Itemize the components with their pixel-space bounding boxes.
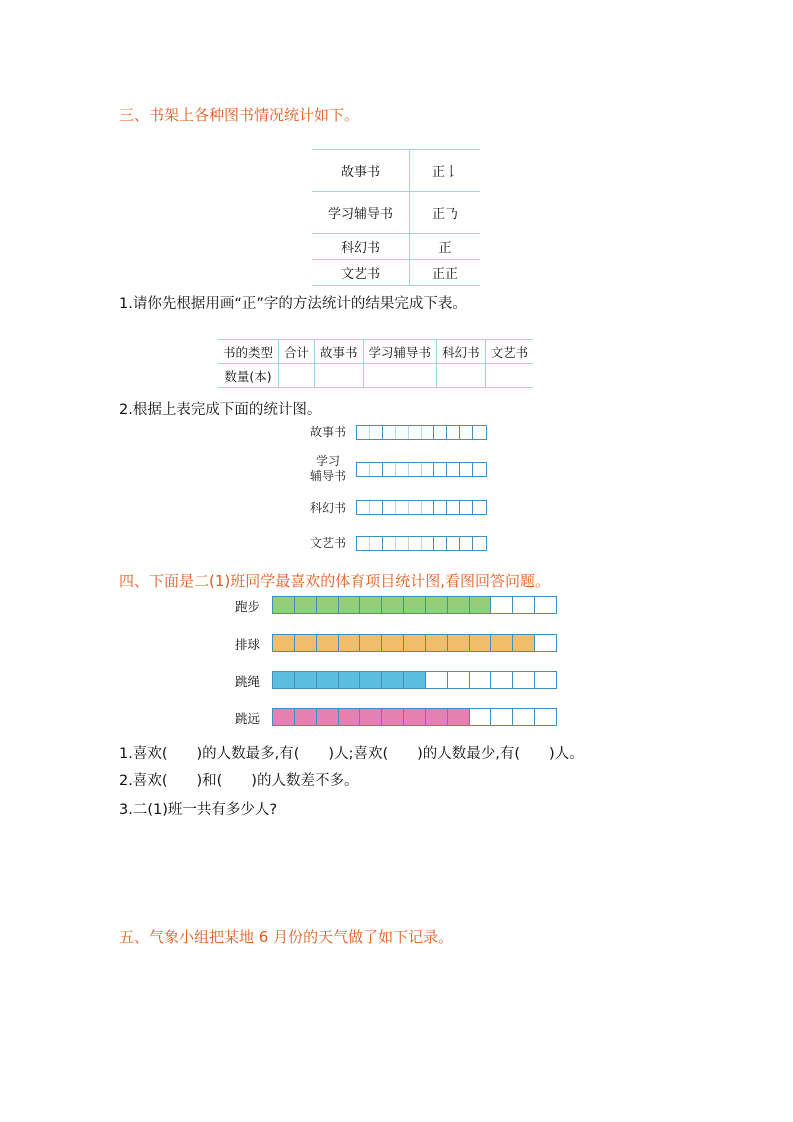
answer-cell[interactable] (437, 364, 486, 388)
table-row (312, 260, 480, 286)
empty-cell (535, 672, 556, 688)
grid-label: 辅导书 (309, 469, 346, 483)
section-4-heading: 四、下面是二(1)班同学最喜欢的体育项目统计图,看图回答问题。 (119, 572, 551, 590)
empty-cell (470, 672, 492, 688)
question-4-1: 1.喜欢( )的人数最多,有( )人;喜欢( )的人数最少,有( )人。 (119, 746, 584, 762)
tally-mark: 正正 (410, 260, 481, 286)
empty-cell (535, 635, 556, 651)
grid-row-story[interactable] (356, 425, 487, 440)
tally-table (312, 149, 480, 286)
answer-cell[interactable] (279, 364, 315, 388)
filled-cell (339, 597, 361, 613)
empty-cell (448, 672, 470, 688)
filled-cell (360, 709, 382, 725)
filled-cell (382, 597, 404, 613)
filled-cell (360, 635, 382, 651)
grid-label: 故事书 (309, 425, 346, 439)
empty-cell (491, 597, 513, 613)
filled-cell (404, 635, 426, 651)
filled-cell (295, 672, 317, 688)
filled-cell (426, 597, 448, 613)
sport-bar (272, 671, 557, 689)
grid-row-study[interactable] (356, 462, 487, 477)
question-3-2: 2.根据上表完成下面的统计图。 (119, 402, 322, 418)
empty-cell (491, 672, 513, 688)
filled-cell (295, 709, 317, 725)
grid-row-literature[interactable] (356, 536, 487, 551)
tally-mark: 正 (410, 234, 481, 260)
filled-cell (339, 635, 361, 651)
sport-label: 跳绳 (235, 674, 261, 689)
tally-name: 故事书 (312, 150, 410, 192)
empty-cell (513, 597, 535, 613)
grid-row-scifi[interactable] (356, 500, 487, 515)
filled-cell (273, 709, 295, 725)
summary-table (218, 339, 533, 388)
filled-cell (470, 635, 492, 651)
empty-cell (535, 597, 556, 613)
answer-cell[interactable] (485, 364, 533, 388)
filled-cell (317, 709, 339, 725)
filled-cell (491, 635, 513, 651)
header-cell: 合计 (279, 340, 315, 364)
answer-cell[interactable] (315, 364, 364, 388)
tally-name: 科幻书 (312, 234, 410, 260)
filled-cell (317, 635, 339, 651)
filled-cell (273, 597, 295, 613)
question-4-3: 3.二(1)班一共有多少人? (119, 802, 278, 818)
tally-mark: 正𠄌 (410, 150, 481, 192)
table-row (312, 150, 480, 192)
table-row (218, 364, 533, 388)
filled-cell (360, 597, 382, 613)
filled-cell (513, 635, 535, 651)
filled-cell (339, 672, 361, 688)
filled-cell (426, 635, 448, 651)
filled-cell (339, 709, 361, 725)
tally-mark: 正𠄎 (410, 192, 481, 234)
sport-bar (272, 596, 557, 614)
header-cell: 文艺书 (485, 340, 533, 364)
header-cell: 书的类型 (218, 340, 279, 364)
tally-name: 学习辅导书 (312, 192, 410, 234)
filled-cell (295, 597, 317, 613)
filled-cell (448, 597, 470, 613)
table-row (312, 192, 480, 234)
grid-label: 学习 (315, 454, 340, 468)
section-5-heading: 五、气象小组把某地 6 月份的天气做了如下记录。 (119, 928, 454, 946)
tally-name: 文艺书 (312, 260, 410, 286)
answer-cell[interactable] (363, 364, 437, 388)
filled-cell (295, 635, 317, 651)
filled-cell (273, 672, 295, 688)
section-3-heading: 三、书架上各种图书情况统计如下。 (119, 106, 360, 124)
table-row (312, 234, 480, 260)
grid-label: 文艺书 (309, 536, 346, 550)
filled-cell (382, 709, 404, 725)
empty-cell (513, 709, 535, 725)
filled-cell (360, 672, 382, 688)
filled-cell (317, 597, 339, 613)
filled-cell (470, 597, 492, 613)
sport-label: 跑步 (235, 599, 261, 614)
sport-label: 排球 (235, 637, 261, 652)
filled-cell (404, 672, 426, 688)
filled-cell (404, 597, 426, 613)
sport-label: 跳远 (235, 711, 261, 726)
sport-bar (272, 708, 557, 726)
header-cell: 故事书 (315, 340, 364, 364)
filled-cell (317, 672, 339, 688)
filled-cell (382, 672, 404, 688)
header-cell: 科幻书 (437, 340, 486, 364)
empty-cell (513, 672, 535, 688)
question-4-2: 2.喜欢( )和( )的人数差不多。 (119, 773, 359, 789)
filled-cell (273, 635, 295, 651)
grid-label: 科幻书 (309, 501, 346, 515)
question-3-1: 1.请你先根据用画“正”字的方法统计的结果完成下表。 (119, 296, 467, 312)
empty-cell (535, 709, 556, 725)
row-label: 数量(本) (218, 364, 279, 388)
filled-cell (382, 635, 404, 651)
empty-cell (491, 709, 513, 725)
header-cell: 学习辅导书 (363, 340, 437, 364)
filled-cell (448, 635, 470, 651)
empty-cell (426, 672, 448, 688)
filled-cell (448, 709, 470, 725)
filled-cell (404, 709, 426, 725)
empty-cell (470, 709, 492, 725)
table-row (218, 340, 533, 364)
filled-cell (426, 709, 448, 725)
sport-bar (272, 634, 557, 652)
